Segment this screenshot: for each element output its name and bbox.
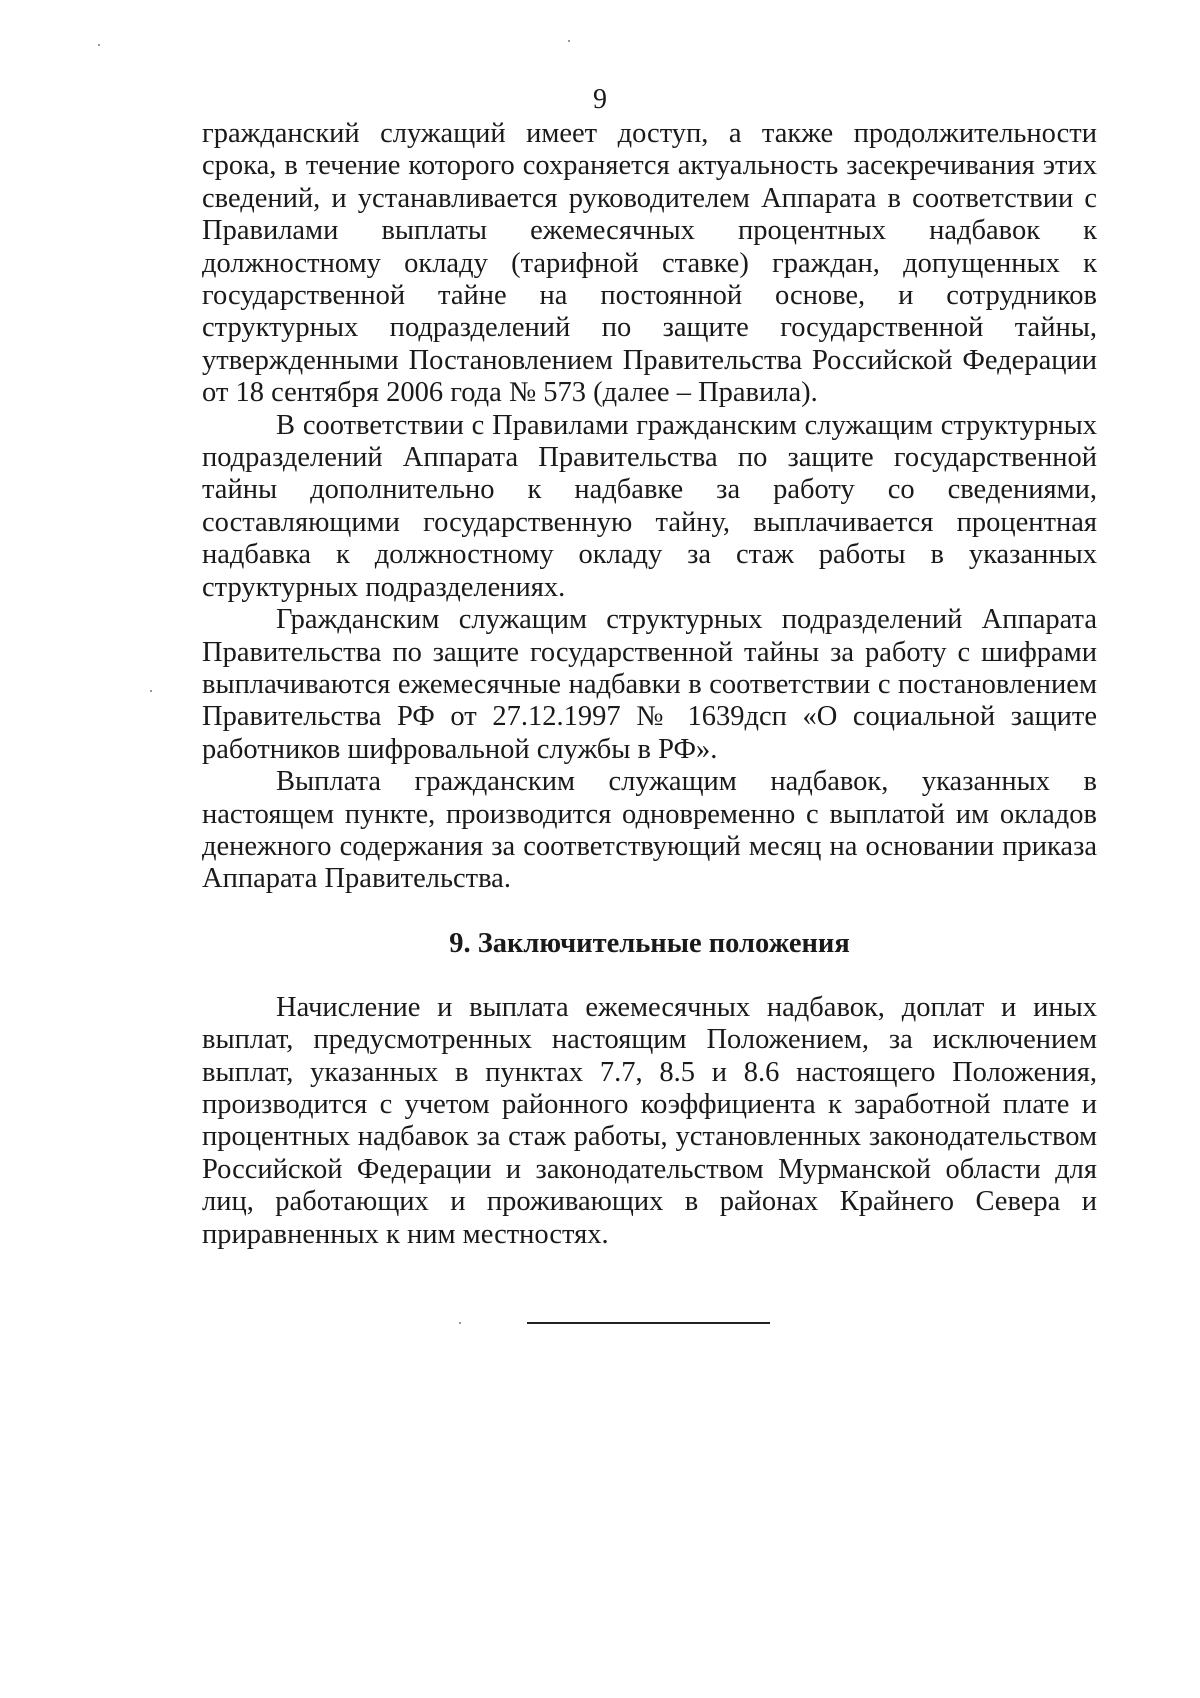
end-of-document-rule (527, 1322, 770, 1324)
scan-speck (150, 690, 152, 692)
page-number: 9 (593, 84, 607, 115)
paragraph: В соответствии с Правилами гражданским служащим структурных подразделений Аппарата Правительства по защите государственной тайны дополнительно к надбавке за работу со сведениями, составляющими государственную тайну, выплачивается процентная надбавка к должностному окладу за стаж работы в указанных структурных подразделениях. (202, 409, 1097, 603)
paragraph: Начисление и выплата ежемесячных надбавок, доплат и иных выплат, предусмотренных настоящим Положением, за исключением выплат, указанных в пунктах 7.7, 8.5 и 8.6 настоящего Положения, производится с учетом районного коэффициента к заработной плате и процентных надбавок за стаж работы, установленных законодательством Российской Федерации и законодательством Мурманской области для лиц, работающих и проживающих в районах Крайнего Севера и приравненных к ним местностях. (202, 991, 1097, 1250)
paragraph: Выплата гражданским служащим надбавок, указанных в настоящем пункте, производится одновременно с выплатой им окладов денежного содержания за соответствующий месяц на основании приказа Аппарата Правительства. (202, 766, 1097, 895)
scan-speck (98, 44, 100, 46)
scan-speck (568, 40, 570, 42)
scan-speck (459, 1322, 461, 1324)
paragraph: Гражданским служащим структурных подразделений Аппарата Правительства по защите государственной тайны за работу с шифрами выплачиваются ежемесячные надбавки в соответствии с постановлением Правительства РФ от 27.12.1997 № 1639дсп «О социальной защите работников шифровальной службы в РФ». (202, 604, 1097, 765)
document-body (202, 118, 1097, 1251)
section-heading: 9. Заключительные положения (449, 927, 850, 959)
paragraph-continued: гражданский служащий имеет доступ, а также продолжительности срока, в течение которого сохраняется актуальность засекречивания этих сведений, и устанавливается руководителем Аппарата в соответствии с Правилами выплаты ежемесячных процентных надбавок к должностному окладу (тарифной ставке) граждан, допущенных к государственной тайне на постоянной основе, и сотрудников структурных подразделений по защите государственной тайны, утвержденными Постановлением Правительства Российской Федерации от 18 сентября 2006 года № 573 (далее – Правила). (202, 118, 1097, 409)
